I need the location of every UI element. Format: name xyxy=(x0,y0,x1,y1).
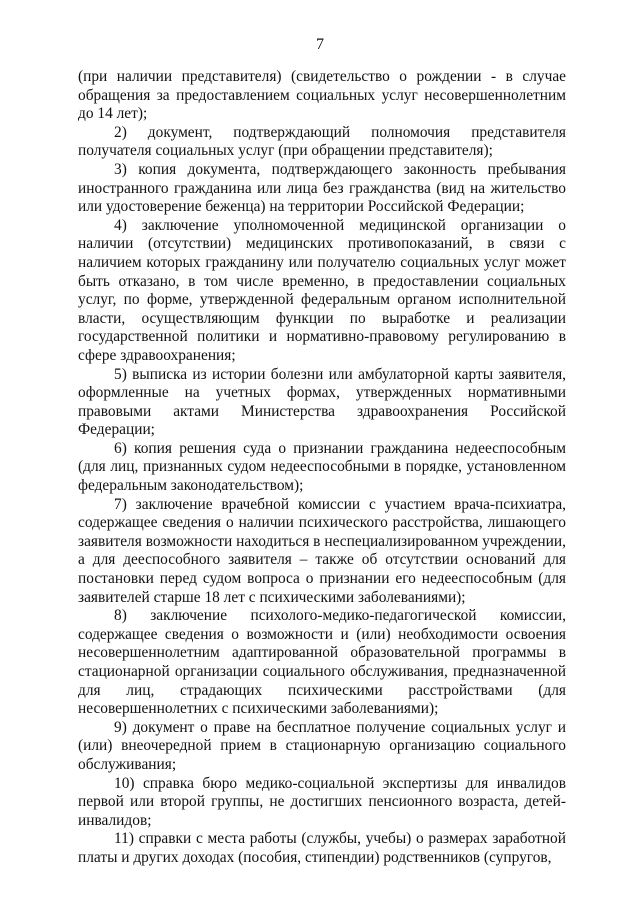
paragraph-item-5: 5) выписка из истории болезни или амбулаторной карты заявителя, оформленные на учетных формах, утвержденных нормативными правовыми актами Министерства здравоохранения Российской Федерации; xyxy=(78,365,566,439)
document-body xyxy=(78,68,566,868)
paragraph-item-2: 2) документ, подтверждающий полномочия представителя получателя социальных услуг (при обращении представителя); xyxy=(78,123,566,160)
paragraph-item-8: 8) заключение психолого-медико-педагогической комиссии, содержащее сведения о возможности и (или) необходимости освоения несовершеннолетним адаптированной образовательной программы в стационарной организации социального обслуживания, предназначенной для лиц, страдающих психическими расстройствами (для несовершеннолетних с психическими заболеваниями); xyxy=(78,607,566,718)
paragraph-item-4: 4) заключение уполномоченной медицинской организации о наличии (отсутствии) медицинских противопоказаний, в связи с наличием которых гражданину или получателю социальных услуг может быть отказано, в том числе временно, в предоставлении социальных услуг, по форме, утвержденной федеральным органом исполнительной власти, осуществляющим функции по выработке и реализации государственной политики и нормативно-правовому регулированию в сфере здравоохранения; xyxy=(78,216,566,364)
paragraph-item-7: 7) заключение врачебной комиссии с участием врача-психиатра, содержащее сведения о наличии психического расстройства, лишающего заявителя возможности находиться в неспециализированном учреждении, а для дееспособного заявителя – также об отсутствии оснований для постановки перед судом вопроса о признании его недееспособным (для заявителей старше 18 лет с психическими заболеваниями); xyxy=(78,495,566,606)
page-number: 7 xyxy=(316,36,324,53)
paragraph-item-11: 11) справки с места работы (службы, учебы) о размерах заработной платы и других доходах (пособия, стипендии) родственников (супругов, xyxy=(78,830,566,866)
paragraph-item-3: 3) копия документа, подтверждающего законность пребывания иностранного гражданина или лица без гражданства (вид на жительство или удостоверение беженца) на территории Российской Федерации; xyxy=(78,160,566,216)
paragraph-continuation: (при наличии представителя) (свидетельство о рождении - в случае обращения за предоставлением социальных услуг несовершеннолетним до 14 лет); xyxy=(78,68,566,123)
paragraph-item-10: 10) справка бюро медико-социальной экспертизы для инвалидов первой или второй группы, не достигших пенсионного возраста, детей-инвалидов; xyxy=(78,774,566,829)
paragraph-item-9: 9) документ о праве на бесплатное получение социальных услуг и (или) внеочередной прием в стационарную организацию социального обслуживания; xyxy=(78,718,566,773)
paragraph-item-6: 6) копия решения суда о признании гражданина недееспособным (для лиц, признанных судом недееспособными в порядке, установленном федеральным законодательством); xyxy=(78,439,566,495)
